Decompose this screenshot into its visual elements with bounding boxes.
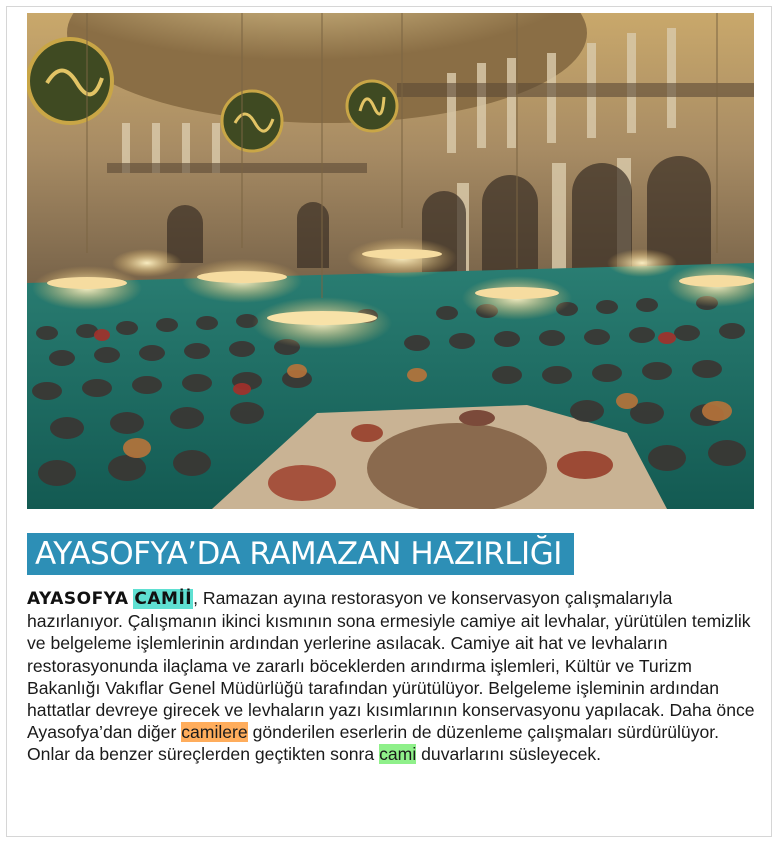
highlight-cami: cami (379, 744, 417, 765)
mosque-interior-photo (27, 13, 754, 509)
highlight-camilere: camilere (181, 722, 248, 743)
lead-cami-highlight: CAMİİ (134, 589, 193, 609)
photo-illustration (27, 13, 754, 509)
article-text-3: duvarlarını süsleyecek. (416, 744, 602, 765)
article-text-2: gönderilen eserlerin de düzenleme çalışmaları sürdürülüyor. Onlar da benzer süreçlerden geçtikten sonra (27, 722, 720, 765)
article-body (27, 587, 757, 766)
article-text-1: , Ramazan ayına restorasyon ve konservasyon çalışmalarıyla hazırlanıyor. Çalışmanın ikinci kısmının sona ermesiyle camiye ait levhalar, yürütülen temizlik ve belgeleme işlemlerinin ardından yerlerine asılacak. Camiye ait hat ve levhaların restorasyonunda ilaçlama ve zararlı böceklerden arındırma işlemleri, Kültür ve Turizm Bakanlığı Vakıflar Genel Müdürlüğü tarafından yürütülüyor. Belgeleme işleminin ardından hattatlar devreye girecek ve levhaların yazı kısımlarının konservasyonu yapılacak. Daha önce Ayasofya’dan diğer (27, 588, 755, 743)
headline: AYASOFYA’DA RAMAZAN HAZIRLIĞI (27, 533, 574, 575)
lead-word: AYASOFYA (27, 589, 129, 609)
